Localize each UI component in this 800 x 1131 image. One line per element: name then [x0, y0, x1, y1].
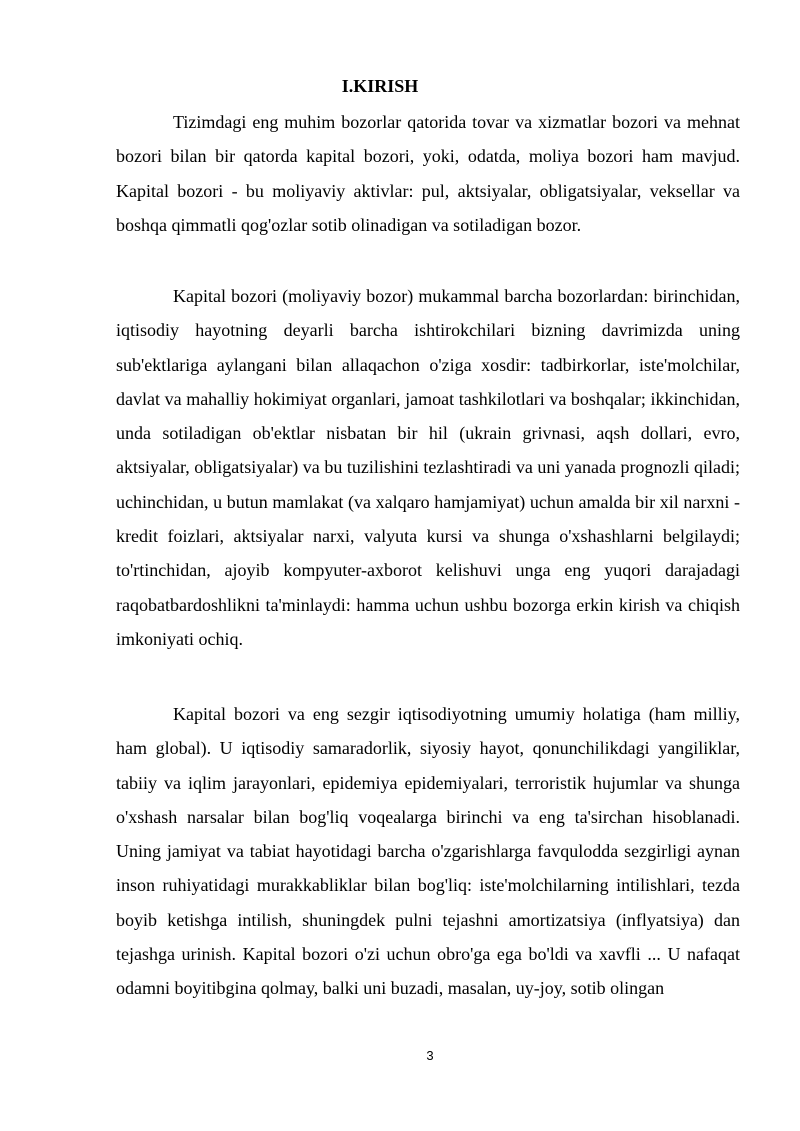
section-heading: I.KIRISH — [341, 76, 419, 96]
page-number: 3 — [426, 1048, 434, 1063]
paragraph-3: Kapital bozori va eng sezgir iqtisodiyotning umumiy holatiga (ham milliy, ham global). U iqtisodiy samaradorlik, siyosiy hayot, qonunchilikdagi yangiliklar, tabiiy va iqlim jarayonlari, epidemiya epidemiyalari, terroristik hujumlar va shunga o'xshash narsalar bilan bog'liq voqealarga birinchi va eng ta'sirchan hisoblanadi. Uning jamiyat va tabiat hayotidagi barcha o'zgarishlarga favqulodda sezgirligi aynan inson ruhiyatidagi murakkabliklar bilan bog'liq: iste'molchilarning intilishlari, tezda boyib ketishga intilish, shuningdek pulni tejashni amortizatsiya (inflyatsiya) dan tejashga urinish. Kapital bozori o'zi uchun obro'ga ega bo'ldi va xavfli ... U nafaqat odamni boyitibgina qolmay, balki uni buzadi, masalan, uy-joy, sotib olingan — [116, 704, 740, 999]
paragraph-1: Tizimdagi eng muhim bozorlar qatorida tovar va xizmatlar bozori va mehnat bozori bilan bir qatorda kapital bozori, yoki, odatda, moliya bozori ham mavjud. Kapital bozori - bu moliyaviy aktivlar: pul, aktsiyalar, obligatsiyalar, veksellar va boshqa qimmatli qog'ozlar sotib olinadigan va sotiladigan bozor. — [116, 112, 740, 235]
paragraph-2: Kapital bozori (moliyaviy bozor) mukammal barcha bozorlardan: birinchidan, iqtisodiy hayotning deyarli barcha ishtirokchilari bizning davrimizda uning sub'ektlariga aylangani bilan allaqachon o'ziga xosdir: tadbirkorlar, iste'molchilar, davlat va mahalliy hokimiyat organlari, jamoat tashkilotlari va boshqalar; ikkinchidan, unda sotiladigan ob'ektlar nisbatan bir hil (ukrain grivnasi, aqsh dollari, evro, aktsiyalar, obligatsiyalar) va bu tuzilishini tezlashtiradi va uni yanada prognozli qiladi; uchinchidan, u butun mamlakat (va xalqaro hamjamiyat) uchun amalda bir xil narxni - kredit foizlari, aktsiyalar narxi, valyuta kursi va shunga o'xshashlarni belgilaydi; to'rtinchidan, ajoyib kompyuter-axborot kelishuvi unga eng yuqori darajadagi raqobatbardoshlikni ta'minlaydi: hamma uchun ushbu bozorga erkin kirish va chiqish imkoniyati ochiq. — [116, 286, 740, 649]
